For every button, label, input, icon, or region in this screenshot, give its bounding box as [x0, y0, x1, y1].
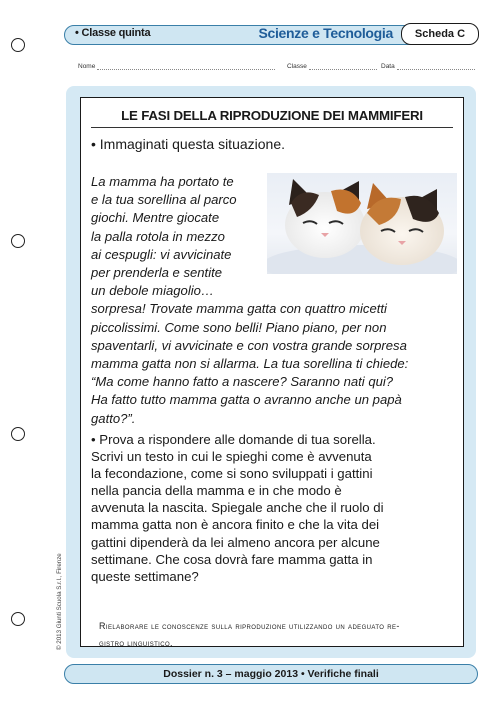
story-line: piccolissimi. Come sono belli! Piano piano, per non	[91, 319, 387, 335]
task-line: Scrivi un testo in cui le spieghi come è avvenuta	[91, 449, 372, 465]
story-line: gatto?”.	[91, 410, 136, 426]
kittens-illustration	[267, 173, 457, 274]
worksheet-title: LE FASI DELLA RIPRODUZIONE DEI MAMMIFERI	[121, 108, 423, 123]
task-line: • Prova a rispondere alle domande di tua sorella.	[91, 432, 376, 447]
binder-hole-1	[11, 38, 25, 52]
date-label: Data	[381, 63, 395, 70]
content-card	[80, 97, 464, 647]
task-line: avvenuta la nascita. Spiegale anche che il ruolo di	[91, 500, 384, 516]
kittens-photo	[267, 173, 457, 274]
learning-objective	[99, 618, 449, 652]
task-line: mamma gatta non è ancora finito e che la vita dei	[91, 517, 380, 533]
story-line: La mamma ha portato te	[91, 174, 234, 189]
task-line: queste settimane?	[91, 568, 199, 584]
task-instructions	[91, 431, 457, 585]
binder-hole-3	[11, 427, 25, 441]
header-band	[64, 25, 478, 45]
task-line: nella pancia della mamma e in che modo è	[91, 483, 342, 499]
story-line: giochi. Mentre giocate	[91, 210, 220, 226]
task-line: settimane. Che cosa dovrà fare mamma gatta in	[91, 551, 373, 567]
task-line: gattini dipenderà da lei almeno ancora per alcune	[91, 534, 380, 550]
title-divider	[91, 127, 453, 128]
story-line: Ha fatto tutto mamma gatta o avranno anche un papà	[91, 392, 402, 408]
intro-prompt: • Immaginati questa situazione.	[91, 136, 286, 152]
objective-line: gistro linguistico.	[99, 638, 173, 648]
story-line: la palla rotola in mezzo	[91, 228, 225, 244]
name-field[interactable]	[78, 63, 275, 70]
story-line: mamma gatta non si allarma. La tua sorellina ti chiede:	[91, 356, 409, 372]
grade-label: • Classe quinta	[75, 27, 151, 39]
footer-band: Dossier n. 3 – maggio 2013 • Verifiche finali	[64, 664, 478, 684]
class-field[interactable]	[287, 63, 377, 70]
story-line: “Ma come hanno fatto a nascere? Saranno nati qui?	[91, 374, 394, 390]
copyright-notice: © 2013 Giunti Scuola S.r.l., Firenze	[56, 553, 63, 650]
class-label: Classe	[287, 63, 307, 70]
story-line: per prenderla e sentite	[91, 265, 223, 281]
objective-line: Rielaborare le conoscenze sulla riproduzione utilizzando un adeguato re-	[99, 621, 400, 631]
class-line	[309, 63, 377, 70]
date-line	[397, 63, 475, 70]
name-line	[97, 63, 275, 70]
story-line: un debole miagolio…	[91, 283, 215, 299]
subject-title: Scienze e Tecnologia	[258, 25, 393, 41]
story-line: e la tua sorellina al parco	[91, 192, 237, 208]
name-label: Nome	[78, 63, 96, 70]
sheet-badge: Scheda C	[401, 23, 479, 45]
date-field[interactable]	[381, 63, 475, 70]
binder-hole-4	[11, 612, 25, 626]
task-line: la fecondazione, come si sono sviluppati i gattini	[91, 466, 373, 482]
binder-hole-2	[11, 234, 25, 248]
story-line: sorpresa! Trovate mamma gatta con quattro micetti	[91, 301, 387, 317]
story-line: ai cespugli: vi avvicinate	[91, 246, 232, 262]
story-line: spaventarli, vi avvicinate e con vostra grande sorpresa	[91, 337, 407, 353]
